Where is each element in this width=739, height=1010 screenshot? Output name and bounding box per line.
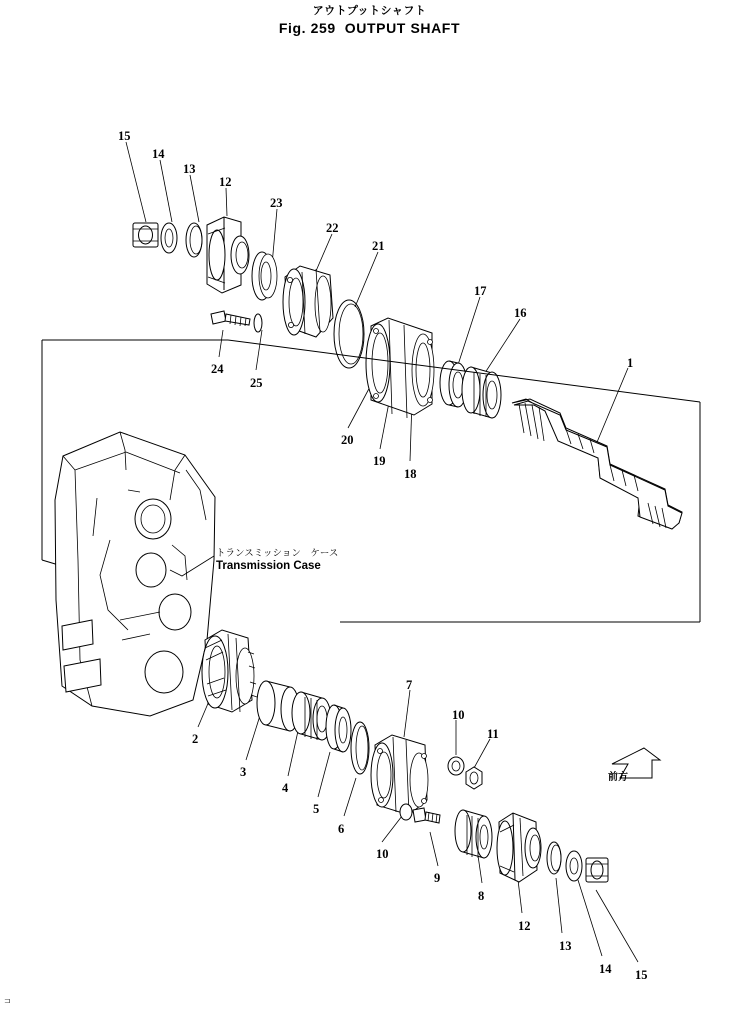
callout-15-lower: 15 — [635, 968, 648, 982]
callout-15-upper: 15 — [118, 129, 131, 143]
callout-19: 19 — [373, 454, 386, 468]
callout-11: 11 — [487, 727, 499, 741]
part-1-output-shaft — [512, 399, 682, 529]
part-11-nut — [466, 767, 482, 789]
callout-17: 17 — [474, 284, 487, 298]
callout-21: 21 — [372, 239, 385, 253]
part-13-ring-lower — [547, 842, 561, 874]
part-2-gear — [202, 630, 257, 712]
leader-lines-lower — [198, 690, 638, 962]
corner-mark: ⊐ — [4, 996, 11, 1005]
callout-3: 3 — [240, 765, 247, 779]
part-9-bolt — [413, 808, 440, 823]
part-15-nut-upper — [133, 223, 158, 247]
callout-8: 8 — [478, 889, 485, 903]
title-english-text: OUTPUT SHAFT — [344, 20, 461, 36]
callout-24: 24 — [211, 362, 224, 376]
part-23-oil-seal-upper — [252, 252, 277, 300]
callout-6: 6 — [338, 822, 345, 836]
part-22-retainer-upper — [283, 266, 333, 337]
part-10-washer-a — [448, 757, 464, 775]
callout-12-upper: 12 — [219, 175, 232, 189]
part-21-o-ring-upper — [334, 300, 364, 368]
part-18-19-20-housing — [366, 318, 434, 418]
part-10-washer-b — [400, 804, 412, 820]
callout-14-upper: 14 — [152, 147, 165, 161]
case-label-japanese: トランスミッション ケース — [216, 548, 339, 559]
callout-23: 23 — [270, 196, 283, 210]
callout-16: 16 — [514, 306, 527, 320]
figure-number: Fig. 259 — [278, 20, 336, 36]
callout-5: 5 — [313, 802, 320, 816]
part-12-yoke-lower — [497, 813, 541, 882]
callout-1: 1 — [627, 356, 634, 370]
callout-4: 4 — [282, 781, 289, 795]
part-13-ring-upper — [186, 223, 202, 257]
callout-10-b: 10 — [376, 847, 389, 861]
part-7-housing — [371, 735, 428, 815]
callout-20: 20 — [341, 433, 354, 447]
part-8-bearing — [455, 810, 492, 858]
callout-18: 18 — [404, 467, 417, 481]
part-4-bearing — [292, 692, 331, 740]
title-japanese: アウトプットシャフト — [312, 4, 427, 17]
direction-arrow-label: 前方 — [608, 772, 628, 783]
callout-13-lower: 13 — [559, 939, 572, 953]
part-15-nut-lower — [586, 858, 608, 882]
callout-12-lower: 12 — [518, 919, 531, 933]
part-14-washer-lower — [566, 851, 582, 881]
callout-14-lower: 14 — [599, 962, 612, 976]
callout-25: 25 — [250, 376, 263, 390]
part-24-bolt-upper — [211, 311, 250, 326]
part-25-washer-upper — [254, 314, 262, 332]
callout-13-upper: 13 — [183, 162, 196, 176]
callout-7: 7 — [406, 678, 413, 692]
callout-9: 9 — [434, 871, 441, 885]
part-6-o-ring — [351, 722, 369, 774]
part-14-washer-upper — [161, 223, 177, 253]
callout-22: 22 — [326, 221, 339, 235]
part-12-yoke-upper — [207, 217, 249, 293]
case-label-english: Transmission Case — [216, 560, 321, 572]
callout-2: 2 — [192, 732, 199, 746]
part-5-spacer-ring — [326, 705, 351, 752]
callout-10-a: 10 — [452, 708, 465, 722]
transmission-case-drawing — [55, 432, 215, 716]
